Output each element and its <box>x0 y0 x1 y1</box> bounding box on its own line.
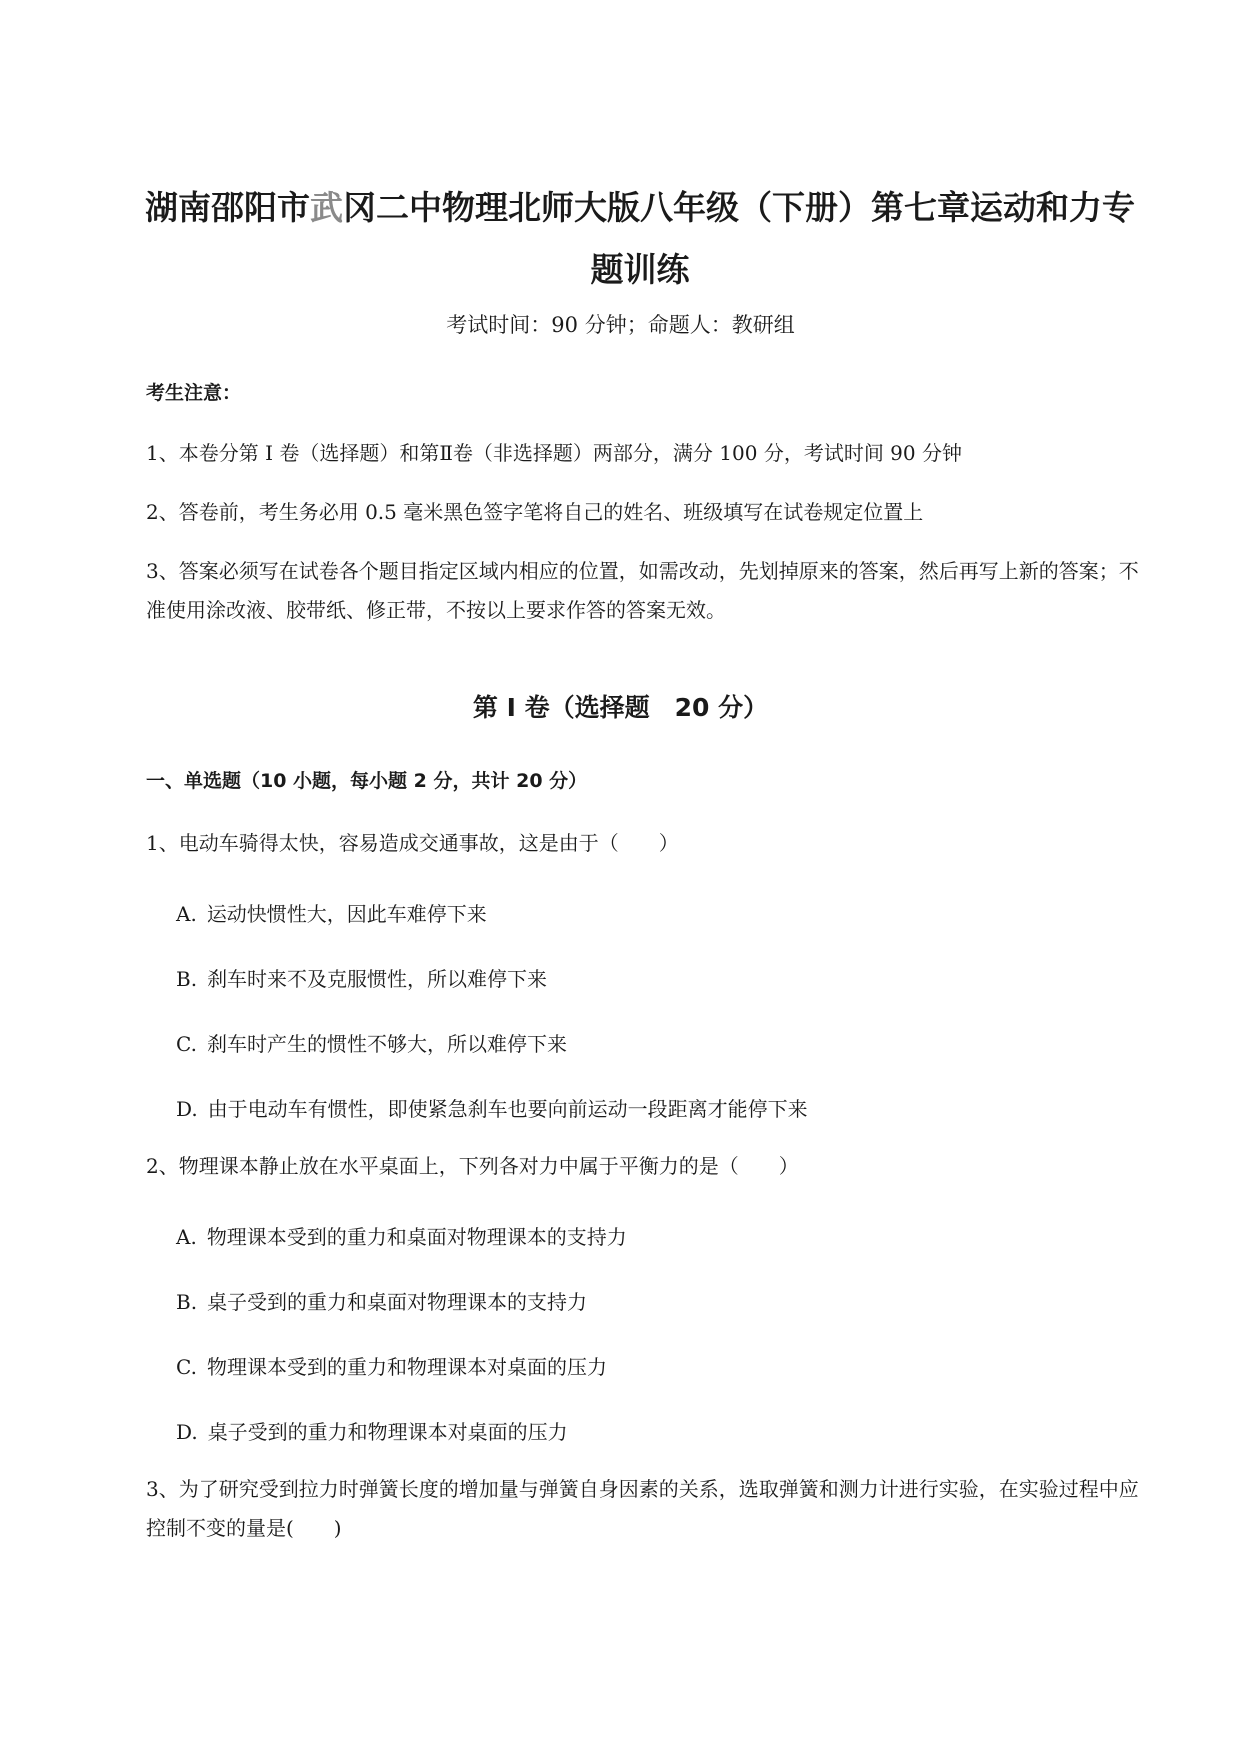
exam-info: 考试时间：90 分钟；命题人：教研组 <box>446 313 795 337</box>
title-part-1: 湖南邵阳市 <box>145 188 310 227</box>
option-letter: B. <box>176 967 198 991</box>
question-3-stem: 3、为了研究受到拉力时弹簧长度的增加量与弹簧自身因素的关系，选取弹簧和测力计进行实验，在实验过程中应控制不变的量是( ) <box>146 1477 1139 1540</box>
option-letter: C. <box>176 1032 197 1056</box>
title-highlight-char: 武 <box>310 188 343 227</box>
question-2-stem: 2、物理课本静止放在水平桌面上，下列各对力中属于平衡力的是（ ） <box>146 1154 799 1178</box>
option-text: 刹车时产生的惯性不够大，所以难停下来 <box>206 1032 567 1056</box>
notice-item-2: 2、答卷前，考生务必用 0.5 毫米黑色签字笔将自己的姓名、班级填写在试卷规定位置上 <box>146 500 924 524</box>
section-title: 第 I 卷（选择题 20 分） <box>472 693 769 722</box>
notice-item-1: 1、本卷分第 I 卷（选择题）和第Ⅱ卷（非选择题）两部分，满分 100 分，考试时间 90 分钟 <box>146 441 962 465</box>
notice-item-3: 3、答案必须写在试卷各个题目指定区域内相应的位置，如需改动，先划掉原来的答案，然后再写上新的答案；不准使用涂改液、胶带纸、修正带，不按以上要求作答的答案无效。 <box>146 559 1139 622</box>
option-text: 物理课本受到的重力和桌面对物理课本的支持力 <box>206 1225 627 1249</box>
notice-heading: 考生注意： <box>146 382 242 404</box>
option-letter: D. <box>176 1420 198 1444</box>
question-2-option-d <box>176 1416 568 1445</box>
question-1-option-c <box>176 1028 567 1057</box>
option-text: 运动快惯性大，因此车难停下来 <box>206 902 487 926</box>
title-part-2: 冈二中物理北师大版八年级（下册）第七章运动和力专题训练 <box>343 188 1135 289</box>
question-1-option-a <box>176 898 487 927</box>
option-letter: B. <box>176 1290 198 1314</box>
option-text: 由于电动车有惯性，即使紧急刹车也要向前运动一段距离才能停下来 <box>207 1097 808 1121</box>
question-1-stem: 1、电动车骑得太快，容易造成交通事故，这是由于（ ） <box>146 831 679 855</box>
question-2-option-a <box>176 1221 627 1250</box>
question-2-option-c <box>176 1351 607 1380</box>
question-1-option-b <box>176 963 547 992</box>
page-title <box>130 177 1150 301</box>
option-letter: D. <box>176 1097 198 1121</box>
option-letter: A. <box>176 1225 197 1249</box>
option-text: 桌子受到的重力和物理课本对桌面的压力 <box>207 1420 568 1444</box>
option-text: 桌子受到的重力和桌面对物理课本的支持力 <box>207 1290 588 1314</box>
question-2-option-b <box>176 1286 587 1315</box>
option-text: 物理课本受到的重力和物理课本对桌面的压力 <box>206 1355 607 1379</box>
part-heading: 一、单选题（10 小题，每小题 2 分，共计 20 分） <box>146 770 588 792</box>
option-letter: A. <box>176 902 197 926</box>
option-letter: C. <box>176 1355 197 1379</box>
option-text: 刹车时来不及克服惯性，所以难停下来 <box>207 967 548 991</box>
question-1-option-d <box>176 1093 808 1122</box>
